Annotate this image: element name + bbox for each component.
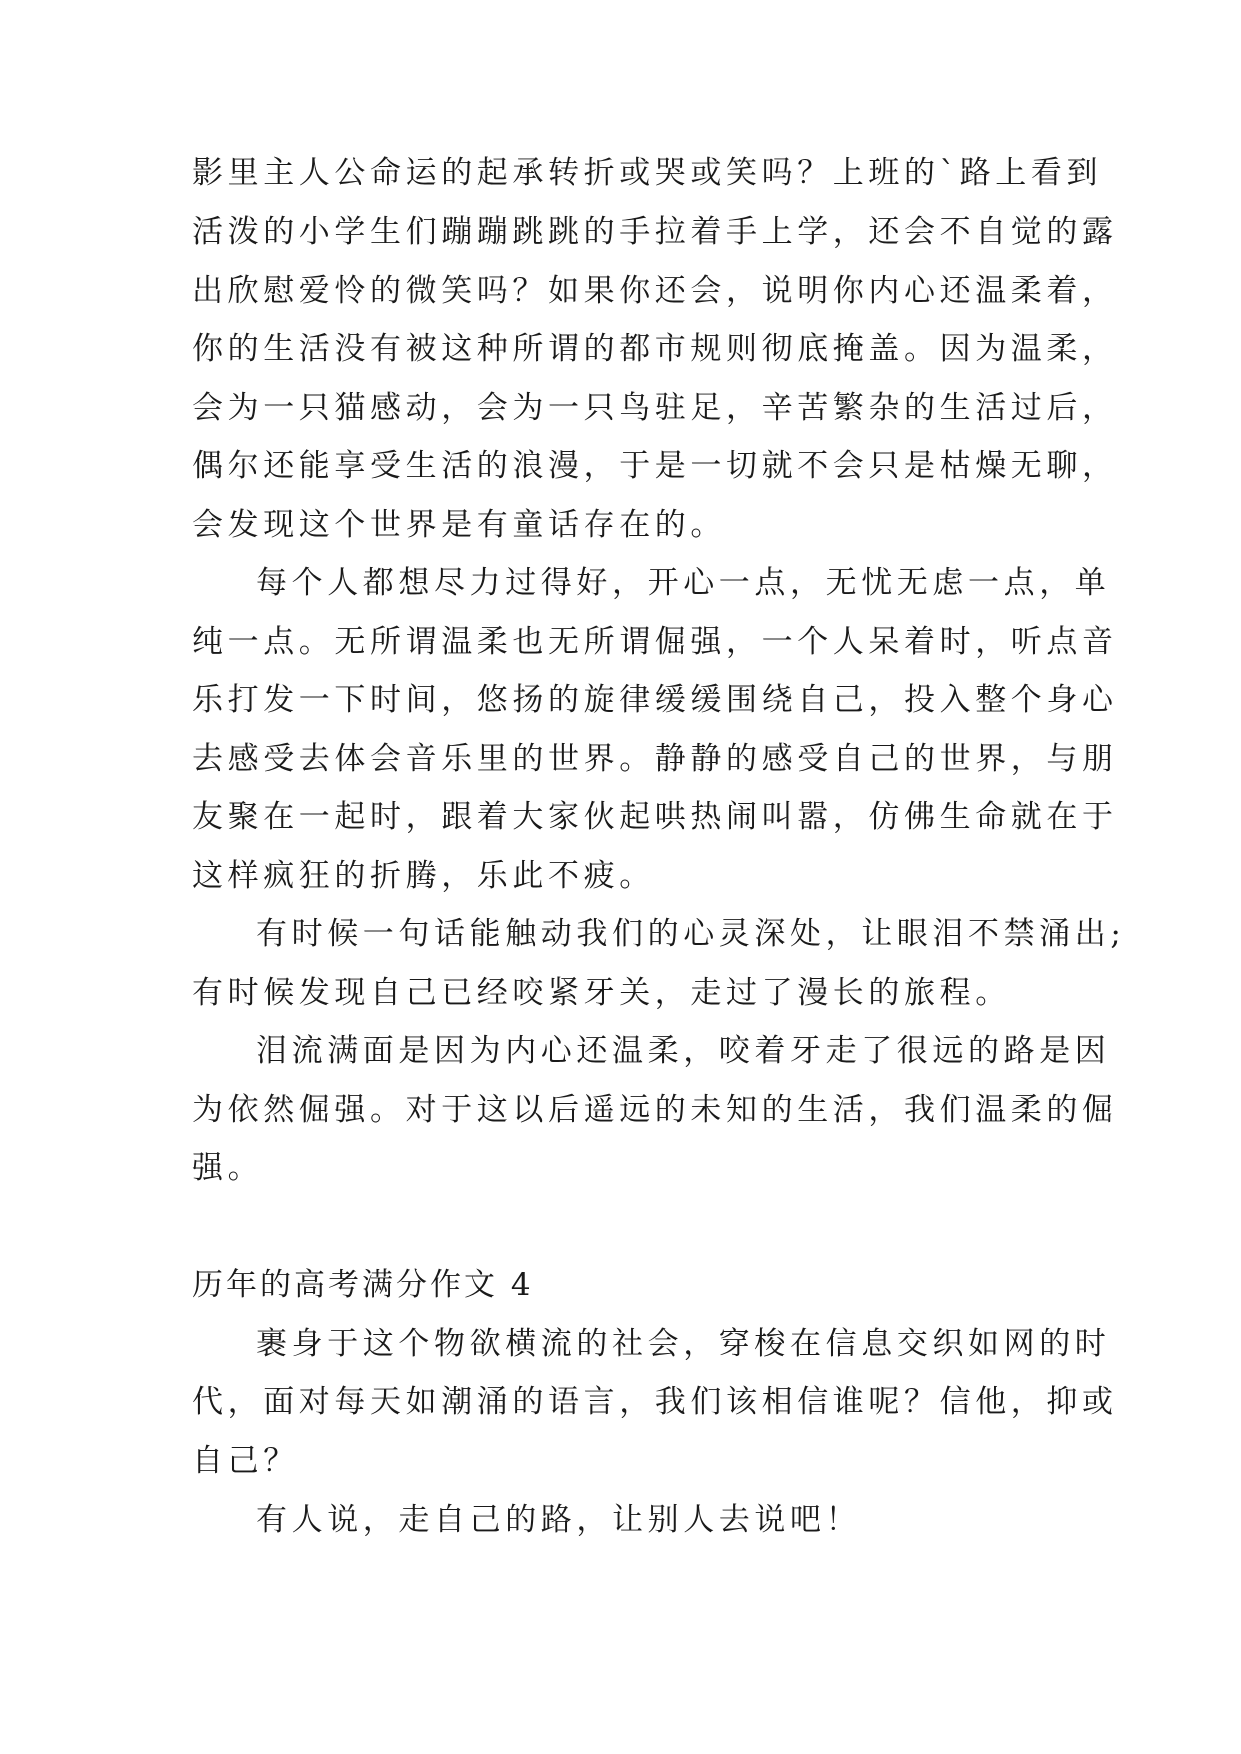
text-line: 会发现这个世界是有童话存在的。 <box>192 507 726 543</box>
text-line: 活泼的小学生们蹦蹦跳跳的手拉着手上学，还会不自觉的露 <box>192 214 1118 250</box>
text-line: 自己？ <box>192 1443 299 1479</box>
paragraph-first-line: 每个人都想尽力过得好，开心一点，无忧无虑一点，单 <box>256 565 1111 601</box>
text-line: 影里主人公命运的起承转折或哭或笑吗？上班的`路上看到 <box>192 155 1103 191</box>
text-line: 你的生活没有被这种所谓的都市规则彻底掩盖。因为温柔， <box>192 331 1118 367</box>
paragraph-first-line: 裹身于这个物欲横流的社会，穿梭在信息交织如网的时 <box>256 1326 1111 1362</box>
text-line: 这样疯狂的折腾，乐此不疲。 <box>192 858 655 894</box>
text-line: 去感受去体会音乐里的世界。静静的感受自己的世界，与朋 <box>192 741 1118 777</box>
paragraph-first-line: 有时候一句话能触动我们的心灵深处，让眼泪不禁涌出; <box>256 916 1126 952</box>
text-line: 强。 <box>192 1150 264 1186</box>
text-line: 纯一点。无所谓温柔也无所谓倔强，一个人呆着时，听点音 <box>192 624 1118 660</box>
text-line: 乐打发一下时间，悠扬的旋律缓缓围绕自己，投入整个身心 <box>192 682 1118 718</box>
section-heading: 历年的高考满分作文 4 <box>192 1267 534 1303</box>
text-line: 代，面对每天如潮涌的语言，我们该相信谁呢？信他，抑或 <box>192 1384 1118 1420</box>
paragraph-first-line: 泪流满面是因为内心还温柔，咬着牙走了很远的路是因 <box>256 1033 1111 1069</box>
text-line: 出欣慰爱怜的微笑吗？如果你还会，说明你内心还温柔着， <box>192 273 1118 309</box>
text-line: 为依然倔强。对于这以后遥远的未知的生活，我们温柔的倔 <box>192 1092 1118 1128</box>
text-line: 会为一只猫感动，会为一只鸟驻足，辛苦繁杂的生活过后， <box>192 390 1118 426</box>
text-line: 友聚在一起时，跟着大家伙起哄热闹叫嚣，仿佛生命就在于 <box>192 799 1118 835</box>
paragraph-first-line: 有人说，走自己的路，让别人去说吧！ <box>256 1502 862 1538</box>
text-line: 有时候发现自己已经咬紧牙关，走过了漫长的旅程。 <box>192 975 1011 1011</box>
text-line: 偶尔还能享受生活的浪漫，于是一切就不会只是枯燥无聊， <box>192 448 1118 484</box>
